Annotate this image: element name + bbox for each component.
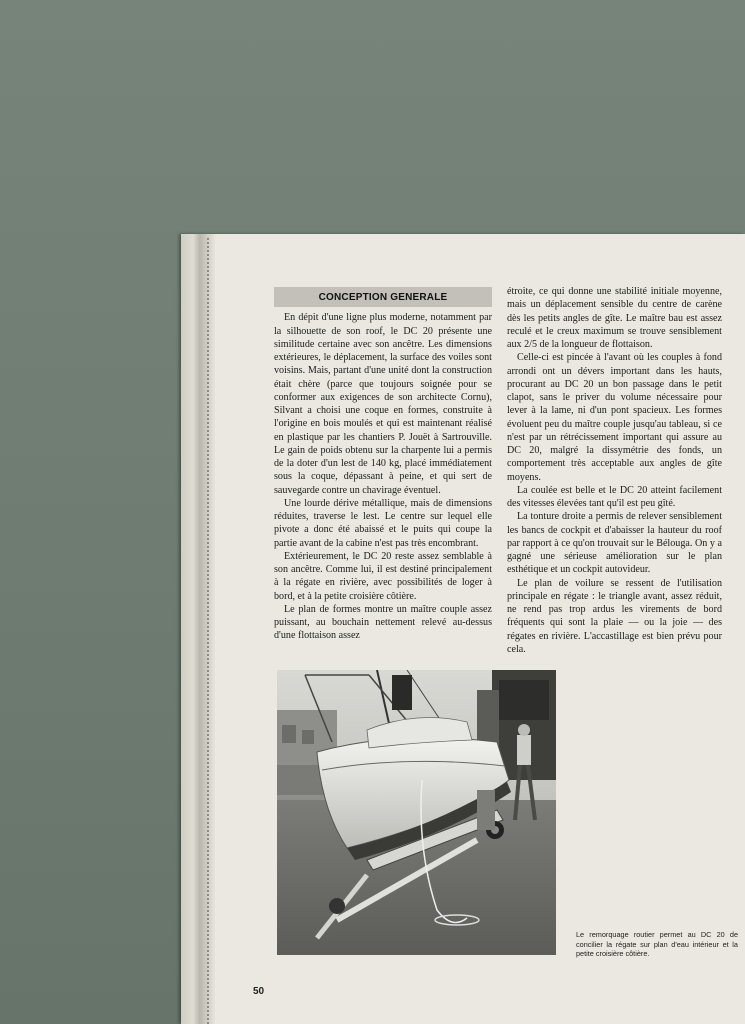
- left-text-column: [274, 285, 492, 643]
- photo-caption: Le remorquage routier permet au DC 20 de concilier la régate sur plan d'eau intérieur et la petite croisière côtière.: [576, 930, 738, 958]
- paragraph: En dépit d'une ligne plus moderne, notamment par la silhouette de son roof, le DC 20 présente une similitude certaine avec son ancêtre. Les dimensions extérieures, le déplacement, la surface des voiles sont voisins. Mais, partant d'une unité dont la construction était chère (parce que toujours soignée pour se conformer aux exigences de son architecte Cornu), Silvant a choisi une coque en formes, construite à l'origine en bois moulés et qui est maintenant réalisé en plastique par les chantiers P. Jouët à Sartrouville. Le gain de poids obtenu sur la charpente lui a permis de la doter d'un lest de 140 kg, placé immédiatement sous la coque, dépassant à peine, et qui sert de sauvegarde contre un chavirage éventuel.: [274, 312, 492, 496]
- paragraph: Le plan de formes montre un maître couple assez puissant, au bouchain nettement relevé au-dessus d'une flottaison assez: [274, 603, 492, 642]
- paragraph: Extérieurement, le DC 20 reste assez semblable à son ancêtre. Comme lui, il est destiné principalement à la régate en rivière, avec possibilités de loger à bord, et à la petite croisière côtière.: [274, 550, 492, 602]
- paragraph: La coulée est belle et le DC 20 atteint facilement des vitesses élevées tant qu'il est peu gîté.: [507, 484, 722, 509]
- section-heading: CONCEPTION GENERALE: [274, 287, 492, 307]
- paragraph: La tonture droite a permis de relever sensiblement les bancs de cockpit et d'abaisser la hauteur du roof par rapport à ce qu'on trouvait sur le Bélouga. On y a gagné une sérieuse amélioration sur le plan esthétique et un cockpit autovideur.: [507, 511, 722, 576]
- right-text-column: [507, 285, 722, 656]
- paragraph: Une lourde dérive métallique, mais de dimensions réduites, traverse le lest. Le centre sur lequel elle pivote a donc été abaissé et le puits qui coupe la partie avant de la cabine n'est pas très encombrant.: [274, 497, 492, 549]
- paragraph: étroite, ce qui donne une stabilité initiale moyenne, mais un déplacement sensible du centre de carène dès les petits angles de gîte. Le maître bau est assez reculé et le creux maximum se trouve sensiblement aux 2/5 de la longueur de flottaison.: [507, 286, 722, 350]
- paragraph: Celle-ci est pincée à l'avant où les couples à fond arrondi ont un dévers important dans les hauts, procurant au DC 20 un bon passage dans le petit clapot, sans le priver du volume nécessaire pour lever à la lame, ni d'un pont spacieux. Les formes évoluent peu du maître couple jusqu'au tableau, si ce n'est par un rétrécissement important qui assure au DC 20, malgré la dissymétrie des fonds, un comportement très acceptable aux angles de gîte moyens.: [507, 352, 722, 483]
- page-number: 50: [253, 986, 265, 997]
- paragraph: Le plan de voilure se ressent de l'utilisation principale en régate : le triangle avant, assez réduit, ne rend pas trop ardus les virements de bord fréquents qui sont la plaie — ou la joie — des régates en rivière. L'accastillage est bien prévu pour cela.: [507, 577, 722, 655]
- binding-dots: [207, 238, 215, 1024]
- sailboat-photo: [277, 670, 556, 955]
